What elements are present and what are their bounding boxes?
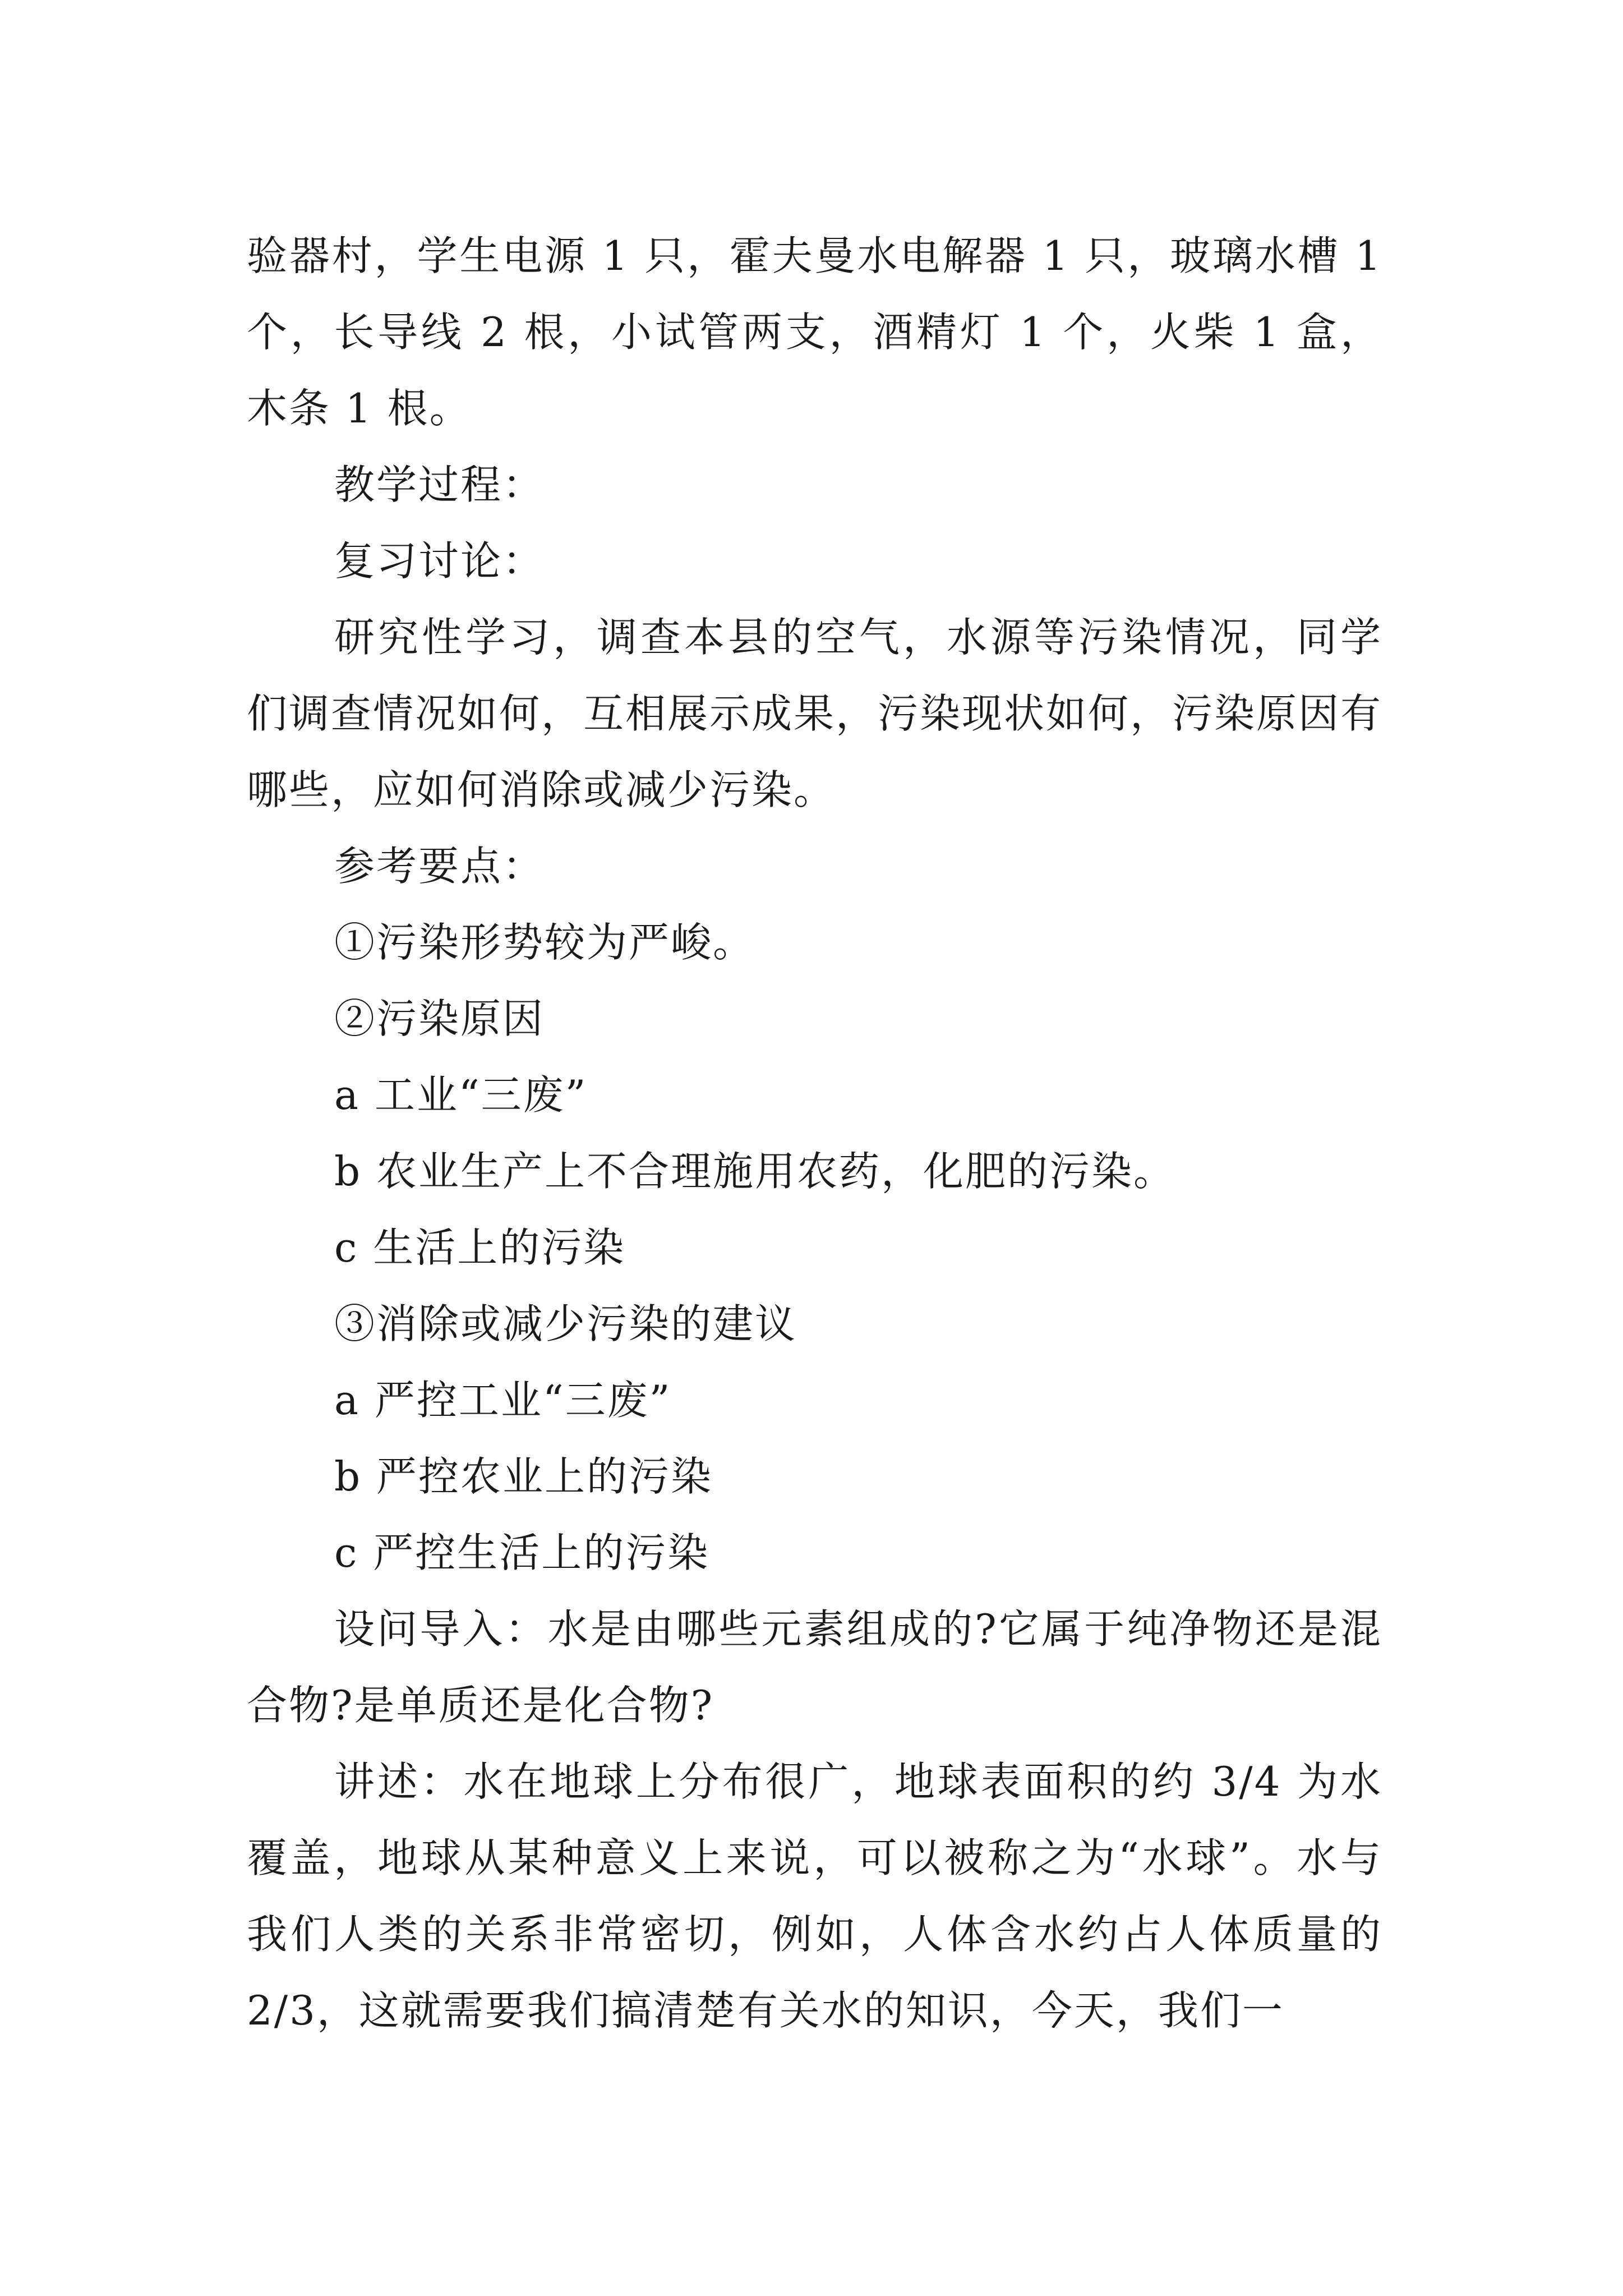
paragraph-intro-question: 设问导入：水是由哪些元素组成的?它属于纯净物还是混合物?是单质还是化合物? (247, 1605, 1382, 1729)
list-item-point-3b: b 严控农业上的污染 (334, 1453, 713, 1500)
list-item-point-3a: a 严控工业“三废” (334, 1377, 672, 1424)
paragraph-process-heading: 教学过程： (334, 461, 545, 508)
document-body (247, 218, 1382, 2049)
list-item-point-2: ②污染原因 (334, 995, 545, 1042)
paragraph-review-heading: 复习讨论： (334, 537, 545, 585)
list-item-point-1: ①污染形势较为严峻。 (334, 919, 755, 966)
paragraph-narration: 讲述：水在地球上分布很广，地球表面积的约 3/4 为水覆盖，地球从某种意义上来说，可以被称之为“水球”。水与我们人类的关系非常密切，例如，人体含水约占人体质量的 2/3，这就需要我们搞清楚有关水的知识，今天，我们一 (247, 1758, 1382, 2034)
paragraph-ref-heading: 参考要点： (334, 843, 545, 890)
paragraph-equipment: 验器村，学生电源 1 只，霍夫曼水电解器 1 只，玻璃水槽 1 个，长导线 2 根，小试管两支，酒精灯 1 个，火柴 1 盒，木条 1 根。 (247, 232, 1382, 432)
list-item-point-2a: a 工业“三废” (334, 1071, 588, 1119)
list-item-point-2c: c 生活上的污染 (334, 1224, 626, 1271)
list-item-point-3: ③消除或减少污染的建议 (334, 1300, 797, 1347)
list-item-point-2b: b 农业生产上不合理施用农药，化肥的污染。 (334, 1148, 1175, 1195)
list-item-point-3c: c 严控生活上的污染 (334, 1529, 710, 1576)
paragraph-research: 研究性学习，调查本县的空气，水源等污染情况，同学们调查情况如何，互相展示成果，污染现状如何，污染原因有哪些，应如何消除或减少污染。 (247, 614, 1383, 813)
